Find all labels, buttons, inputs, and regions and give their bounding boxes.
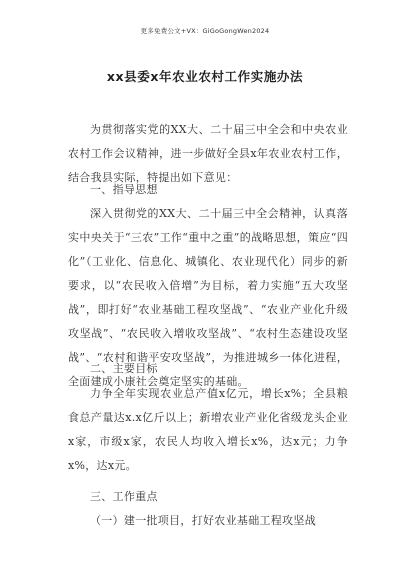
guiding-paragraph: 深入贯彻党的XX大、二十届三中全会精神，认真落实中央关于“三农”工作“重中之重”的战略思想，策应“四化”（工业化、信息化、城镇化、农业现代化）同步的新要求，以“农民收入倍增”为目标，着力实施“五大攻坚战”，即打好“农业基础工程攻坚战”、“农业产业化升级攻坚战”、“农民收入增收攻坚战”、“农村生态建设攻坚战”、“农村和谐平安攻坚战”，为推进城乡一体化进程，全面建成小康社会奠定坚实的基础。 [68, 207, 348, 388]
targets-paragraph: 力争全年实现农业总产值x亿元，增长x%；全县粮食总产量达x.x亿斤以上；新增农业产业化省级龙头企业x家，市级x家，农民人均收入增长x%，达x元；力争x%，达x元。 [68, 387, 348, 472]
subheading-first-priority: （一）建一批项目，打好农业基础工程攻坚战 [90, 514, 316, 527]
intro-paragraph: 为贯彻落实党的XX大、二十届三中全会和中央农业农村工作会议精神，进一步做好全县x年农业农村工作，结合我县实际，特提出如下意见： [68, 123, 348, 184]
section-heading-targets: 二、主要目标 [90, 362, 158, 375]
header-note: 更多免费公文+VX：GiGoGongWen2024 [140, 27, 270, 35]
section-heading-guiding: 一、指导思想 [90, 183, 158, 196]
document-title: xx县委x年农业农村工作实施办法 [106, 69, 304, 84]
section-heading-priorities: 三、工作重点 [90, 490, 158, 503]
